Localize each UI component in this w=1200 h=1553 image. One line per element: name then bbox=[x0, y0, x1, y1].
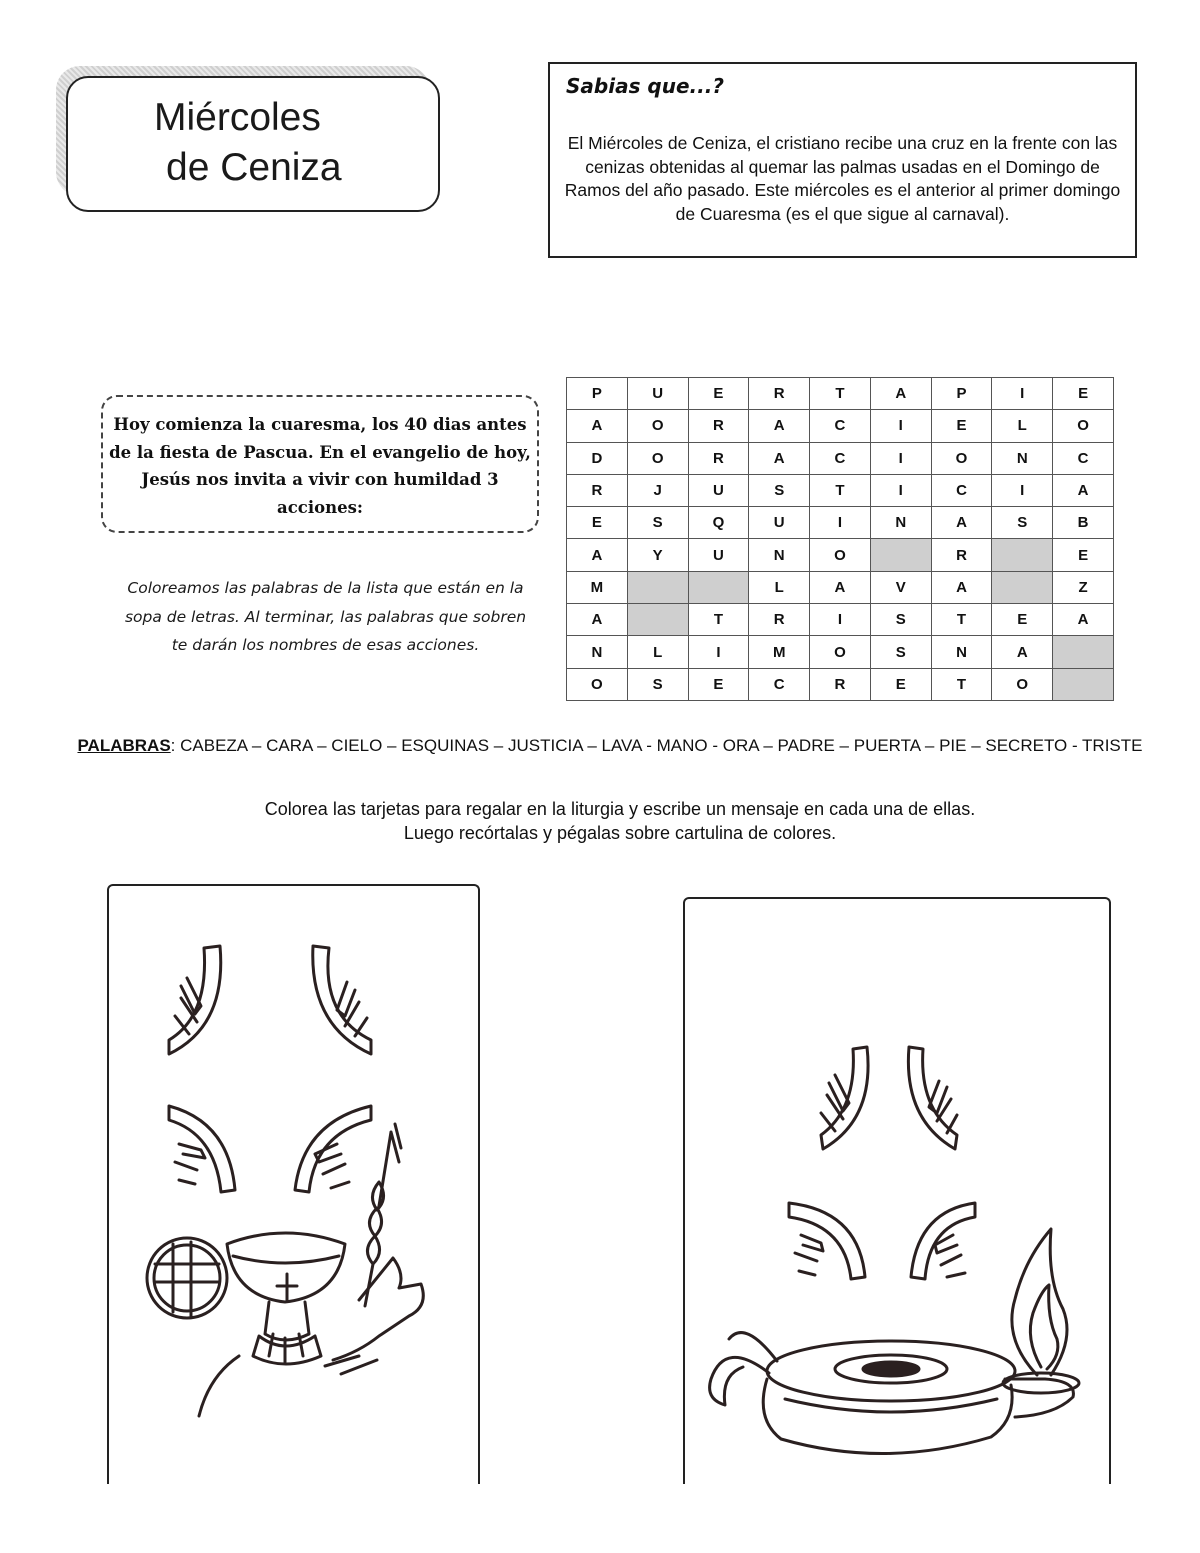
grid-cell[interactable]: A bbox=[992, 636, 1053, 668]
grid-cell[interactable]: I bbox=[870, 474, 931, 506]
grid-row bbox=[567, 604, 1114, 636]
grid-cell[interactable]: E bbox=[688, 378, 749, 410]
cross-chalice-host-wheat-illustration bbox=[109, 886, 482, 1486]
grid-cell[interactable]: C bbox=[749, 668, 810, 700]
grid-cell[interactable]: R bbox=[567, 474, 628, 506]
grid-row bbox=[567, 636, 1114, 668]
lent-intro-text: Hoy comienza la cuaresma, los 40 dias antes de la fiesta de Pascua. En el evangelio de hoy, Jesús nos invita a vivir con humildad 3 acciones: bbox=[109, 415, 531, 517]
grid-cell[interactable]: R bbox=[688, 410, 749, 442]
grid-cell[interactable] bbox=[627, 604, 688, 636]
grid-cell[interactable]: D bbox=[567, 442, 628, 474]
grid-cell[interactable]: T bbox=[931, 668, 992, 700]
grid-cell[interactable]: I bbox=[810, 604, 871, 636]
grid-cell[interactable]: U bbox=[627, 378, 688, 410]
cross-oil-lamp-illustration bbox=[685, 899, 1113, 1486]
title-box bbox=[66, 76, 440, 212]
grid-cell[interactable]: A bbox=[810, 571, 871, 603]
grid-cell[interactable]: I bbox=[870, 442, 931, 474]
grid-cell[interactable]: O bbox=[810, 636, 871, 668]
grid-cell[interactable] bbox=[688, 571, 749, 603]
grid-cell[interactable]: U bbox=[688, 474, 749, 506]
title-line-2: de Ceniza bbox=[166, 146, 342, 189]
grid-row bbox=[567, 410, 1114, 442]
cards-instructions-line-1: Colorea las tarjetas para regalar en la liturgia y escribe un mensaje en cada una de ellas. bbox=[264, 799, 976, 819]
grid-cell[interactable]: M bbox=[567, 571, 628, 603]
grid-cell[interactable] bbox=[1053, 636, 1114, 668]
grid-cell[interactable]: O bbox=[567, 668, 628, 700]
lent-intro-box bbox=[101, 395, 539, 533]
grid-cell[interactable]: I bbox=[992, 378, 1053, 410]
grid-row bbox=[567, 539, 1114, 571]
grid-cell[interactable]: Z bbox=[1053, 571, 1114, 603]
card-left bbox=[107, 884, 480, 1484]
grid-cell[interactable]: Q bbox=[688, 507, 749, 539]
did-you-know-text: El Miércoles de Ceniza, el cristiano recibe una cruz en la frente con las cenizas obtenidas al quemar las palmas usadas en el Domingo de Ramos del año pasado. Este miércoles es el anterior al primer domingo de Cuaresma (es el que sigue al carnaval). bbox=[564, 133, 1121, 224]
grid-cell[interactable]: S bbox=[749, 474, 810, 506]
grid-cell[interactable]: P bbox=[931, 378, 992, 410]
grid-cell[interactable]: C bbox=[1053, 442, 1114, 474]
grid-cell[interactable] bbox=[627, 571, 688, 603]
grid-cell[interactable]: O bbox=[627, 442, 688, 474]
grid-cell[interactable]: A bbox=[567, 604, 628, 636]
grid-row bbox=[567, 474, 1114, 506]
grid-cell[interactable]: A bbox=[931, 571, 992, 603]
grid-cell[interactable]: R bbox=[749, 604, 810, 636]
grid-cell[interactable]: O bbox=[627, 410, 688, 442]
grid-cell[interactable]: E bbox=[688, 668, 749, 700]
grid-cell[interactable]: E bbox=[567, 507, 628, 539]
grid-cell[interactable]: A bbox=[1053, 474, 1114, 506]
grid-cell[interactable]: E bbox=[931, 410, 992, 442]
grid-row bbox=[567, 571, 1114, 603]
grid-cell[interactable]: O bbox=[1053, 410, 1114, 442]
grid-cell[interactable]: C bbox=[810, 410, 871, 442]
grid-cell[interactable]: O bbox=[992, 668, 1053, 700]
grid-cell[interactable]: N bbox=[870, 507, 931, 539]
grid-cell[interactable]: S bbox=[627, 507, 688, 539]
grid-row bbox=[567, 378, 1114, 410]
title-line-1: Miércoles bbox=[154, 96, 321, 139]
grid-cell[interactable]: S bbox=[992, 507, 1053, 539]
grid-cell[interactable]: S bbox=[870, 636, 931, 668]
grid-cell[interactable]: L bbox=[749, 571, 810, 603]
grid-cell[interactable]: E bbox=[870, 668, 931, 700]
grid-row bbox=[567, 668, 1114, 700]
grid-cell[interactable]: U bbox=[688, 539, 749, 571]
grid-cell[interactable]: R bbox=[749, 378, 810, 410]
grid-cell[interactable]: T bbox=[810, 378, 871, 410]
card-right bbox=[683, 897, 1111, 1484]
grid-cell[interactable]: I bbox=[810, 507, 871, 539]
grid-cell[interactable]: A bbox=[749, 410, 810, 442]
grid-cell[interactable]: T bbox=[810, 474, 871, 506]
grid-row bbox=[567, 442, 1114, 474]
grid-cell[interactable]: A bbox=[567, 539, 628, 571]
grid-cell[interactable]: S bbox=[870, 604, 931, 636]
grid-cell[interactable]: E bbox=[1053, 539, 1114, 571]
grid-cell[interactable]: I bbox=[992, 474, 1053, 506]
grid-cell[interactable]: A bbox=[870, 378, 931, 410]
grid-cell[interactable]: I bbox=[688, 636, 749, 668]
grid-cell[interactable]: E bbox=[1053, 378, 1114, 410]
grid-cell[interactable]: O bbox=[810, 539, 871, 571]
grid-cell[interactable]: R bbox=[931, 539, 992, 571]
word-search-grid bbox=[566, 377, 1114, 701]
grid-cell[interactable]: Y bbox=[627, 539, 688, 571]
grid-cell[interactable]: B bbox=[1053, 507, 1114, 539]
grid-cell[interactable]: L bbox=[992, 410, 1053, 442]
grid-cell[interactable]: R bbox=[688, 442, 749, 474]
grid-cell[interactable]: O bbox=[931, 442, 992, 474]
grid-cell[interactable]: C bbox=[810, 442, 871, 474]
grid-cell[interactable]: N bbox=[992, 442, 1053, 474]
grid-cell[interactable]: N bbox=[749, 539, 810, 571]
grid-cell[interactable]: V bbox=[870, 571, 931, 603]
grid-cell[interactable]: A bbox=[567, 410, 628, 442]
grid-cell[interactable]: P bbox=[567, 378, 628, 410]
grid-cell[interactable]: E bbox=[992, 604, 1053, 636]
grid-cell[interactable]: M bbox=[749, 636, 810, 668]
grid-cell[interactable]: S bbox=[627, 668, 688, 700]
grid-row bbox=[567, 507, 1114, 539]
grid-cell[interactable]: R bbox=[810, 668, 871, 700]
grid-cell[interactable]: U bbox=[749, 507, 810, 539]
grid-cell[interactable]: N bbox=[567, 636, 628, 668]
grid-cell[interactable]: T bbox=[931, 604, 992, 636]
did-you-know-heading: Sabias que...? bbox=[566, 74, 724, 98]
word-search-instructions: Coloreamos las palabras de la lista que están en la sopa de letras. Al terminar, las palabras que sobren te darán los nombres de esas acciones. bbox=[124, 579, 527, 654]
grid-cell[interactable]: L bbox=[627, 636, 688, 668]
grid-cell[interactable] bbox=[992, 539, 1053, 571]
grid-cell[interactable] bbox=[992, 571, 1053, 603]
grid-cell[interactable]: C bbox=[931, 474, 992, 506]
cards-instructions bbox=[60, 797, 1180, 845]
word-list-items: : CABEZA – CARA – CIELO – ESQUINAS – JUSTICIA – LAVA - MANO - ORA – PADRE – PUERTA – PIE – SECRETO - TRISTE bbox=[170, 736, 1143, 755]
grid-cell[interactable] bbox=[1053, 668, 1114, 700]
grid-cell[interactable]: T bbox=[688, 604, 749, 636]
grid-cell[interactable]: N bbox=[931, 636, 992, 668]
grid-cell[interactable]: A bbox=[749, 442, 810, 474]
word-list bbox=[40, 735, 1180, 756]
grid-cell[interactable]: I bbox=[870, 410, 931, 442]
word-list-label: PALABRAS bbox=[77, 736, 171, 755]
did-you-know-box bbox=[548, 62, 1137, 258]
cards-instructions-line-2: Luego recórtalas y pégalas sobre cartulina de colores. bbox=[403, 823, 837, 843]
grid-cell[interactable]: J bbox=[627, 474, 688, 506]
grid-cell[interactable]: A bbox=[931, 507, 992, 539]
grid-cell[interactable] bbox=[870, 539, 931, 571]
grid-cell[interactable]: A bbox=[1053, 604, 1114, 636]
